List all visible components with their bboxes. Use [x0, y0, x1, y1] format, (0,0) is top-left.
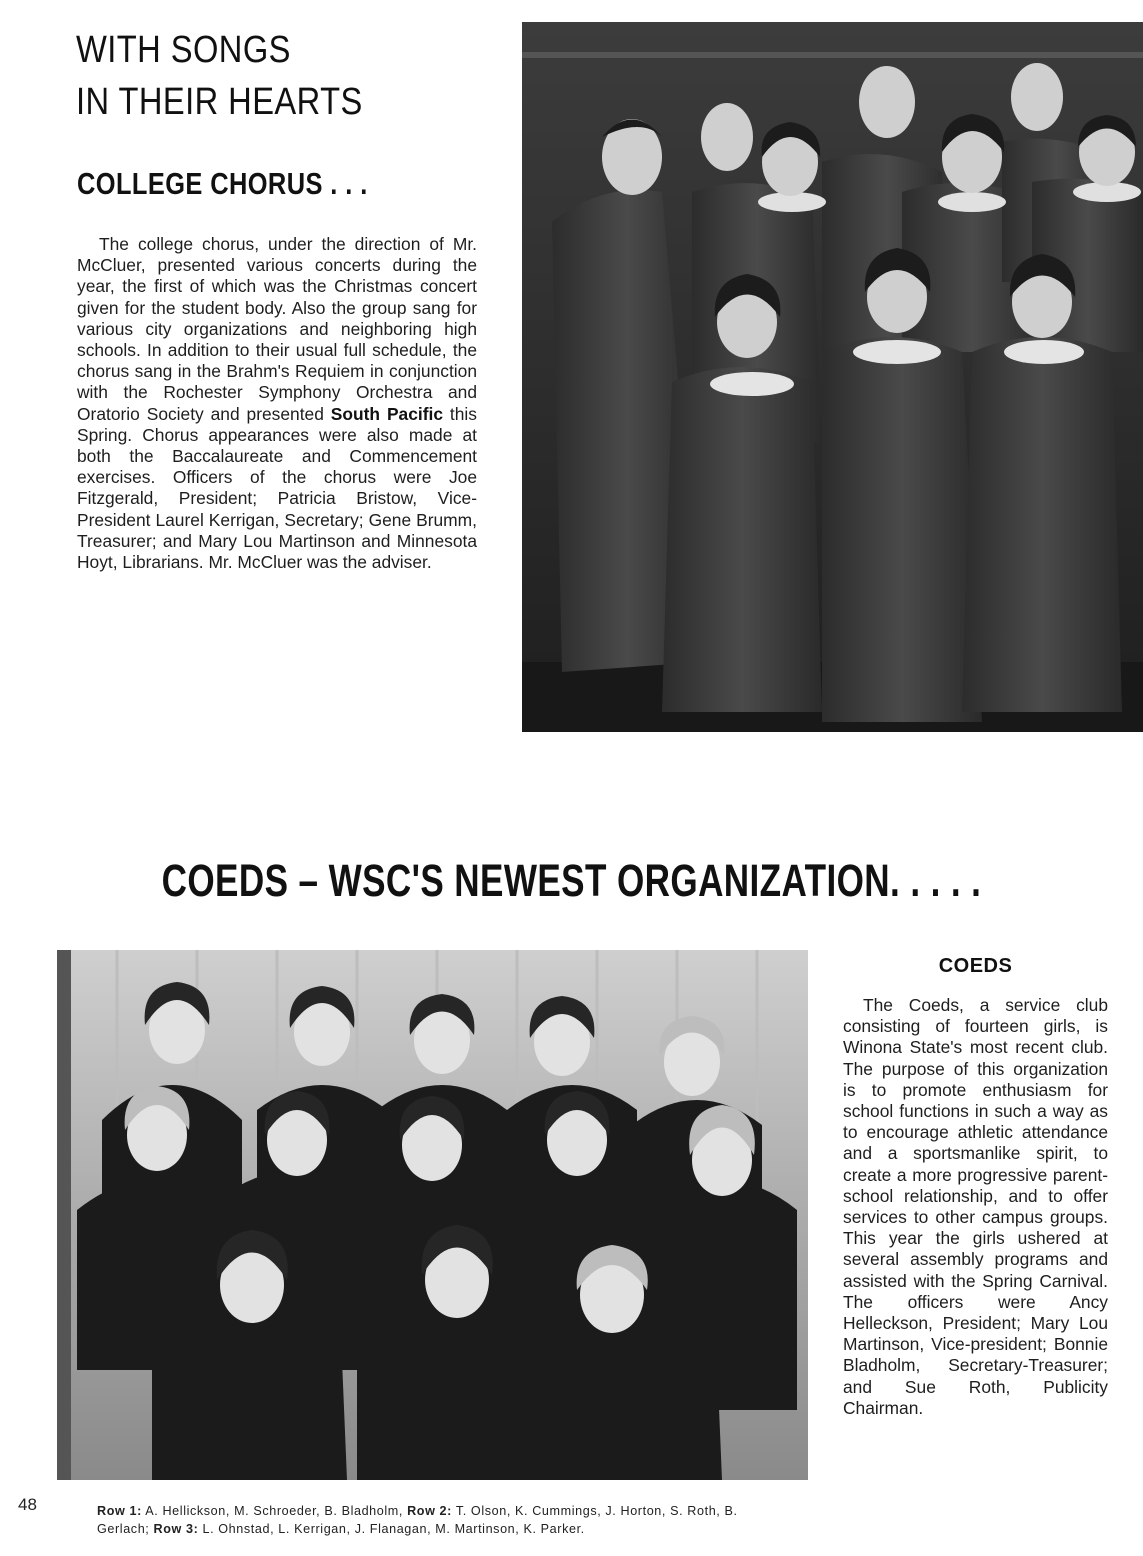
caption-row3-names: L. Ohnstad, L. Kerrigan, J. Flanagan, M. Martinson, K. Parker.	[198, 1522, 585, 1536]
coeds-heading: COEDS	[938, 955, 1013, 977]
coeds-banner-heading	[0, 855, 1143, 907]
coeds-photo-illustration	[57, 950, 808, 1480]
page-number: 48	[18, 1495, 37, 1514]
college-chorus-article	[77, 234, 477, 573]
chorus-article-text-1: The college chorus, under the direction of Mr. McCluer, presented various concerts during the year, the first of which was the Christmas concert given for the student body. Also the group sang for various city organizations and neighboring high schools. In addition to their usual full schedule, the chorus sang in the Brahm's Requiem in conjunction with the Rochester Symphony Orchestra and Oratorio Society and presented	[77, 234, 477, 424]
caption-row2-label: Row 2:	[407, 1504, 452, 1518]
caption-row1-names: A. Hellickson, M. Schroeder, B. Bladholm,	[141, 1504, 408, 1518]
caption-row3-label: Row 3:	[153, 1522, 199, 1536]
chorus-photo-illustration	[522, 22, 1143, 732]
page-title-line-2: IN THEIR HEARTS	[76, 81, 363, 123]
caption-row2-names: T. Olson, K. Cummings, J. Horton, S. Roth, B. Gerlach;	[97, 1504, 738, 1536]
coeds-photo-caption	[97, 1502, 787, 1538]
coeds-group-photo	[57, 950, 808, 1480]
page-title-line-1: WITH SONGS	[76, 29, 291, 71]
page-title	[76, 24, 420, 128]
chorus-group-photo	[522, 22, 1143, 732]
college-chorus-heading: COLLEGE CHORUS . . .	[77, 166, 368, 201]
caption-row1-label: Row 1:	[97, 1504, 142, 1518]
coeds-banner-text: COEDS – WSC'S NEWEST ORGANIZATION. . . . .	[161, 855, 982, 906]
chorus-article-text-2: this Spring. Chorus appearances were also made at both the Baccalaureate and Commencement exercises. Officers of the chorus were Joe Fitzgerald, President; Patricia Bristow, Vice-President Laurel Kerrigan, Secretary; Gene Brumm, Treasurer; and Mary Lou Martinson and Minnesota Hoyt, Librarians. Mr. McCluer was the adviser.	[77, 403, 477, 573]
coeds-article: The Coeds, a service club consisting of fourteen girls, is Winona State's most recent club. The purpose of this organization is to promote enthusiasm for school functions in such a way as to encourage athletic attendance and a sportsmanlike spirit, to create a more progressive parent-school relationship, and to offer services to other campus groups. This year the girls ushered at several assembly programs and assisted with the Spring Carnival. The officers were Ancy Helleckson, President; Mary Lou Martinson, Vice-president; Bonnie Bladholm, Secretary-Treasurer; and Sue Roth, Publicity Chairman.	[843, 995, 1108, 1418]
chorus-article-emphasis: South Pacific	[330, 403, 444, 424]
